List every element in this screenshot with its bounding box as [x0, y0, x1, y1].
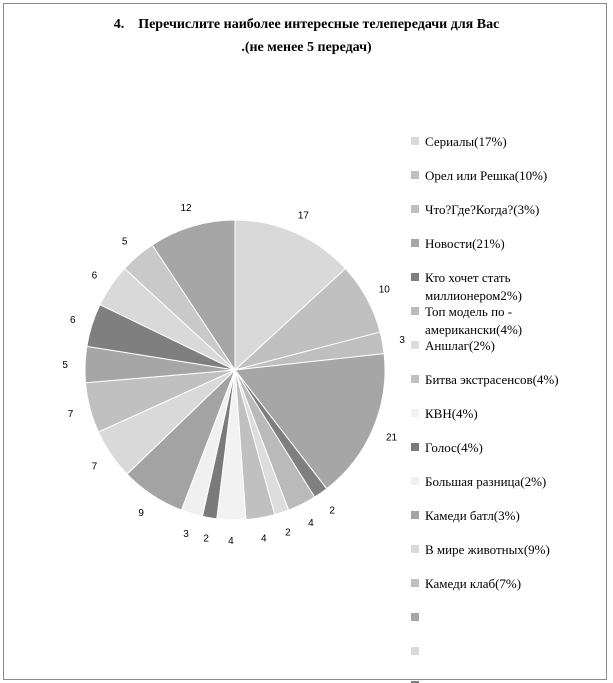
legend-swatch-13 — [411, 545, 419, 553]
legend-entry-10: Голос(4%) — [425, 440, 483, 455]
slice-value-label-18: 5 — [121, 236, 128, 248]
legend-swatch-1 — [411, 137, 419, 145]
slice-value-label-12: 9 — [138, 507, 144, 519]
legend-entry-3: Что?Где?Когда?(3%) — [425, 202, 540, 217]
slice-value-label-8: 4 — [261, 533, 267, 545]
legend-swatch-5 — [411, 273, 419, 281]
slice-value-label-19: 12 — [180, 203, 192, 215]
legend-entry-2: Орел или Решка(10%) — [425, 168, 548, 183]
legend-swatch-7 — [411, 341, 419, 349]
legend-swatch-12 — [411, 511, 419, 519]
legend-swatch-3 — [411, 205, 419, 213]
slice-value-label-2: 10 — [378, 284, 390, 296]
slice-value-label-17: 6 — [91, 270, 98, 282]
slice-value-label-10: 2 — [203, 533, 209, 545]
slice-value-label-15: 5 — [62, 359, 68, 371]
slice-value-label-6: 4 — [308, 518, 314, 530]
legend-swatch-16 — [411, 647, 419, 655]
slice-value-label-4: 21 — [385, 432, 398, 444]
slice-value-label-5: 2 — [329, 505, 335, 517]
slice-value-label-11: 3 — [183, 528, 189, 540]
legend-swatch-8 — [411, 375, 419, 383]
legend-entry-6: Топ модель по -американски(4%) — [425, 304, 523, 337]
legend-entry-12: Камеди батл(3%) — [425, 508, 520, 523]
legend-entry-9: КВН(4%) — [425, 406, 478, 421]
legend-swatch-2 — [411, 171, 419, 179]
legend-entry-8: Битва экстрасенсов(4%) — [425, 372, 559, 387]
slice-value-label-3: 3 — [399, 335, 405, 347]
slice-value-label-1: 17 — [297, 210, 309, 222]
slice-value-label-9: 4 — [228, 535, 234, 547]
chart-title: 4. Перечислите наиболее интересные телепередачи для Вас — [113, 17, 500, 32]
legend-swatch-9 — [411, 409, 419, 417]
chart-legend — [411, 134, 559, 683]
legend-entry-5: Кто хочет стать миллионером2%) — [425, 270, 522, 303]
slice-value-label-14: 7 — [67, 409, 74, 420]
legend-entry-1: Сериалы(17%) — [425, 134, 507, 149]
legend-swatch-11 — [411, 477, 419, 485]
legend-entry-14: Камеди клаб(7%) — [425, 576, 522, 591]
legend-swatch-15 — [411, 613, 419, 621]
legend-swatch-4 — [411, 239, 419, 247]
chart-subtitle: .(не менее 5 передач) — [241, 40, 372, 55]
legend-swatch-14 — [411, 579, 419, 587]
legend-swatch-6 — [411, 307, 419, 315]
legend-swatch-10 — [411, 443, 419, 451]
slice-value-label-7: 2 — [285, 527, 291, 539]
legend-entry-7: Аншлаг(2%) — [425, 338, 495, 353]
slice-value-label-13: 7 — [91, 461, 98, 473]
legend-entry-13: В мире животных(9%) — [425, 542, 550, 557]
slice-value-label-16: 6 — [70, 315, 76, 326]
pie-slices — [85, 220, 385, 520]
legend-entry-11: Большая разница(2%) — [425, 474, 547, 489]
legend-entry-4: Новости(21%) — [425, 236, 505, 251]
